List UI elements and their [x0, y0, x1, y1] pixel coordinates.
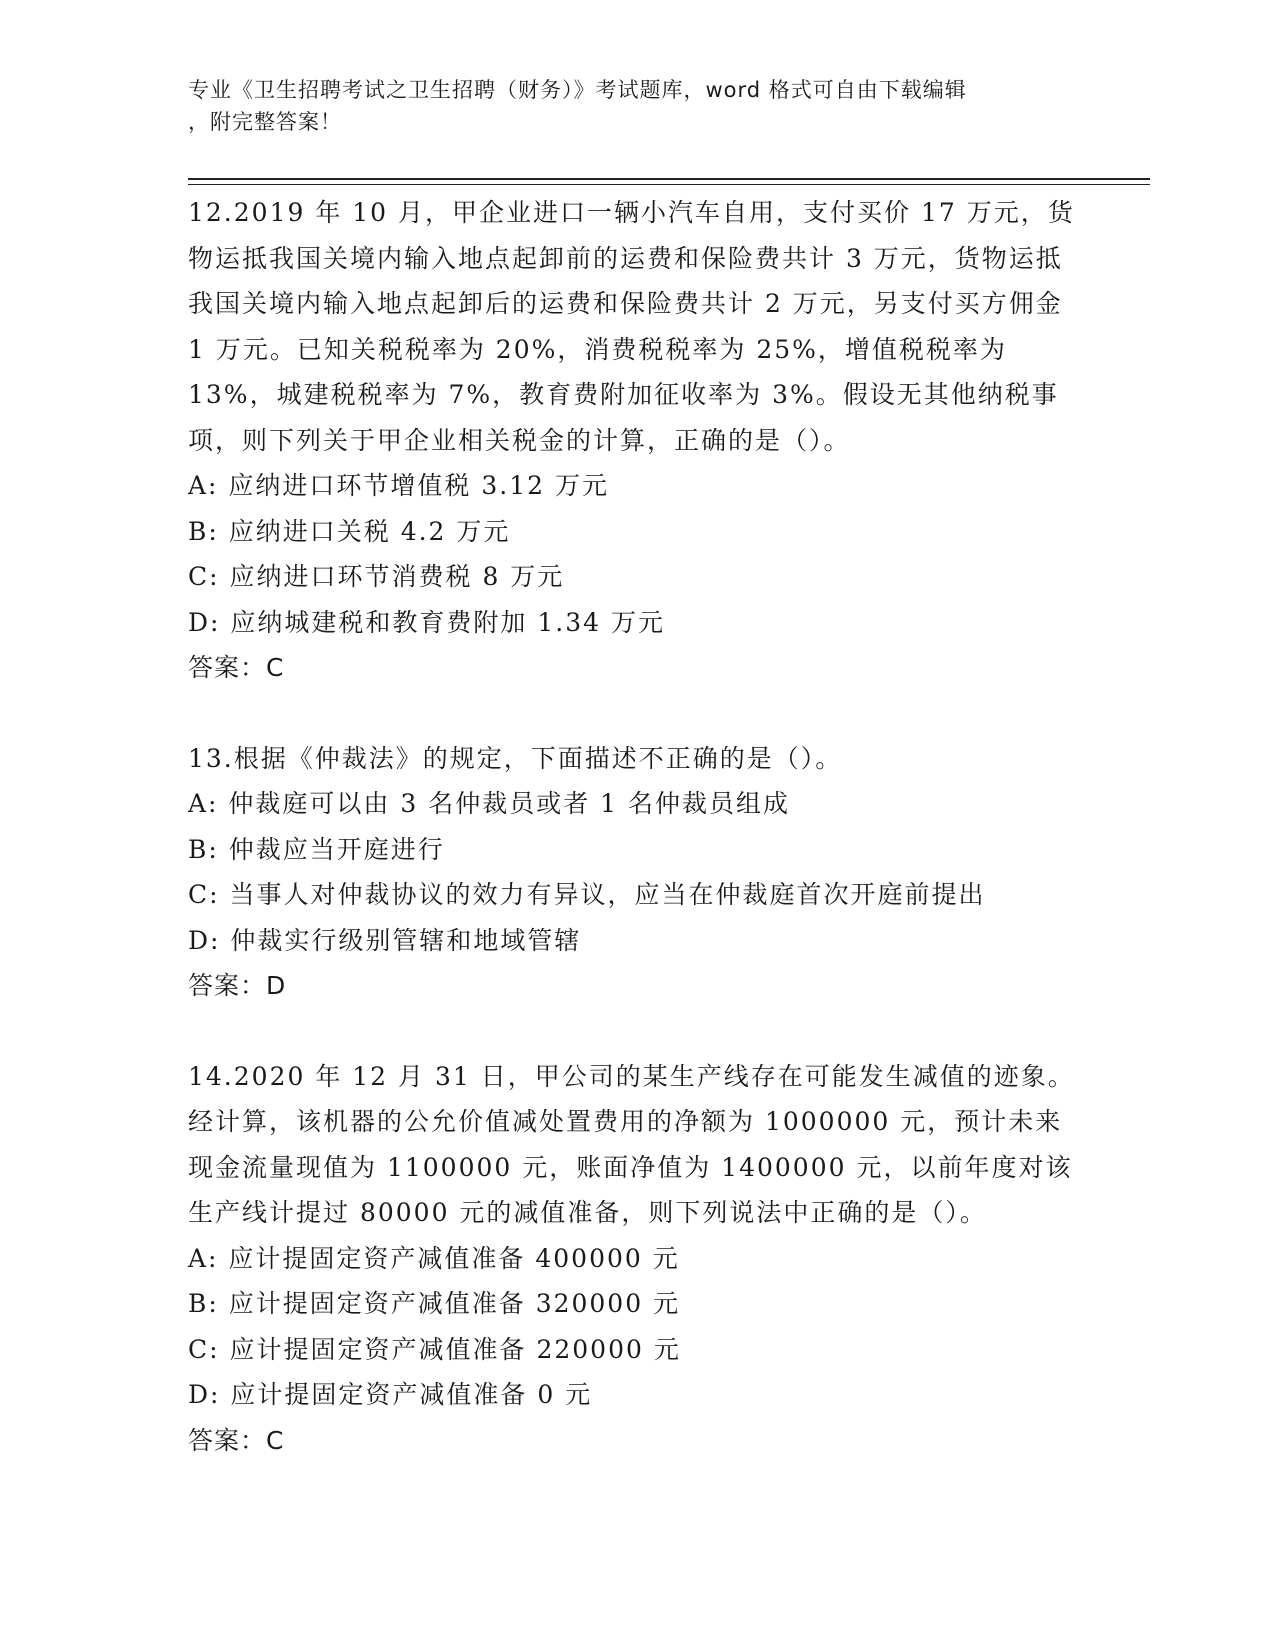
option-b: B: 应纳进口关税 4.2 万元 — [188, 516, 511, 546]
option-d: D: 应计提固定资产减值准备 0 元 — [188, 1380, 593, 1409]
header-rule-thin — [188, 184, 1150, 185]
document-header — [188, 74, 1068, 138]
option-b: B: 仲裁应当开庭进行 — [188, 834, 445, 864]
option-b: B: 应计提固定资产减值准备 320000 元 — [188, 1289, 681, 1318]
option-c: C: 应计提固定资产减值准备 220000 元 — [188, 1334, 681, 1364]
answer-line: 答案：C — [188, 1425, 285, 1455]
option-a: A: 仲裁庭可以由 3 名仲裁员或者 1 名仲裁员组成 — [188, 789, 791, 818]
option-a: A: 应纳进口环节增值税 3.12 万元 — [188, 471, 609, 500]
question-list — [188, 190, 1088, 1463]
answer-line: 答案：C — [188, 653, 285, 682]
option-d: D: 应纳城建税和教育费附加 1.34 万元 — [188, 607, 665, 637]
option-c: C: 应纳进口环节消费税 8 万元 — [188, 562, 565, 591]
header-title-line1: 专业《卫生招聘考试之卫生招聘（财务）》考试题库，word 格式可自由下载编辑 — [188, 78, 967, 102]
option-c: C: 当事人对仲裁协议的效力有异议，应当在仲裁庭首次开庭前提出 — [188, 880, 986, 909]
question-13 — [188, 736, 1088, 1009]
header-title-line2: ，附完整答案！ — [188, 110, 342, 134]
option-a: A: 应计提固定资产减值准备 400000 元 — [188, 1243, 680, 1273]
answer-line: 答案：D — [188, 971, 287, 1000]
question-14 — [188, 1054, 1088, 1464]
question-text: 12.2019 年 10 月，甲企业进口一辆小汽车自用，支付买价 17 万元，货物运抵我国关境内输入地点起卸前的运费和保险费共计 3 万元，货物运抵我国关境内输入地点起卸后的运费和保险费共计 2 万元，另支付买方佣金 1 万元。已知关税税率为 20%，消费税税率为 25%，增值税税率为 13%，城建税税率为 7%，教育费附加征收率为 3%。假设无其他纳税事项，则下列关于甲企业相关税金的计算，正确的是（）。 — [188, 198, 1075, 455]
question-spacer — [188, 1009, 1088, 1054]
question-spacer — [188, 691, 1088, 736]
question-12 — [188, 190, 1088, 691]
header-rule-thick — [188, 178, 1150, 180]
option-d: D: 仲裁实行级别管辖和地域管辖 — [188, 925, 582, 955]
question-text: 13.根据《仲裁法》的规定，下面描述不正确的是（）。 — [188, 743, 843, 773]
question-text: 14.2020 年 12 月 31 日，甲公司的某生产线存在可能发生减值的迹象。经计算，该机器的公允价值减处置费用的净额为 1000000 元，预计未来现金流量现值为 1100000 元，账面净值为 1400000 元，以前年度对该生产线计提过 80000 元的减值准备，则下列说法中正确的是（）。 — [188, 1061, 1075, 1227]
